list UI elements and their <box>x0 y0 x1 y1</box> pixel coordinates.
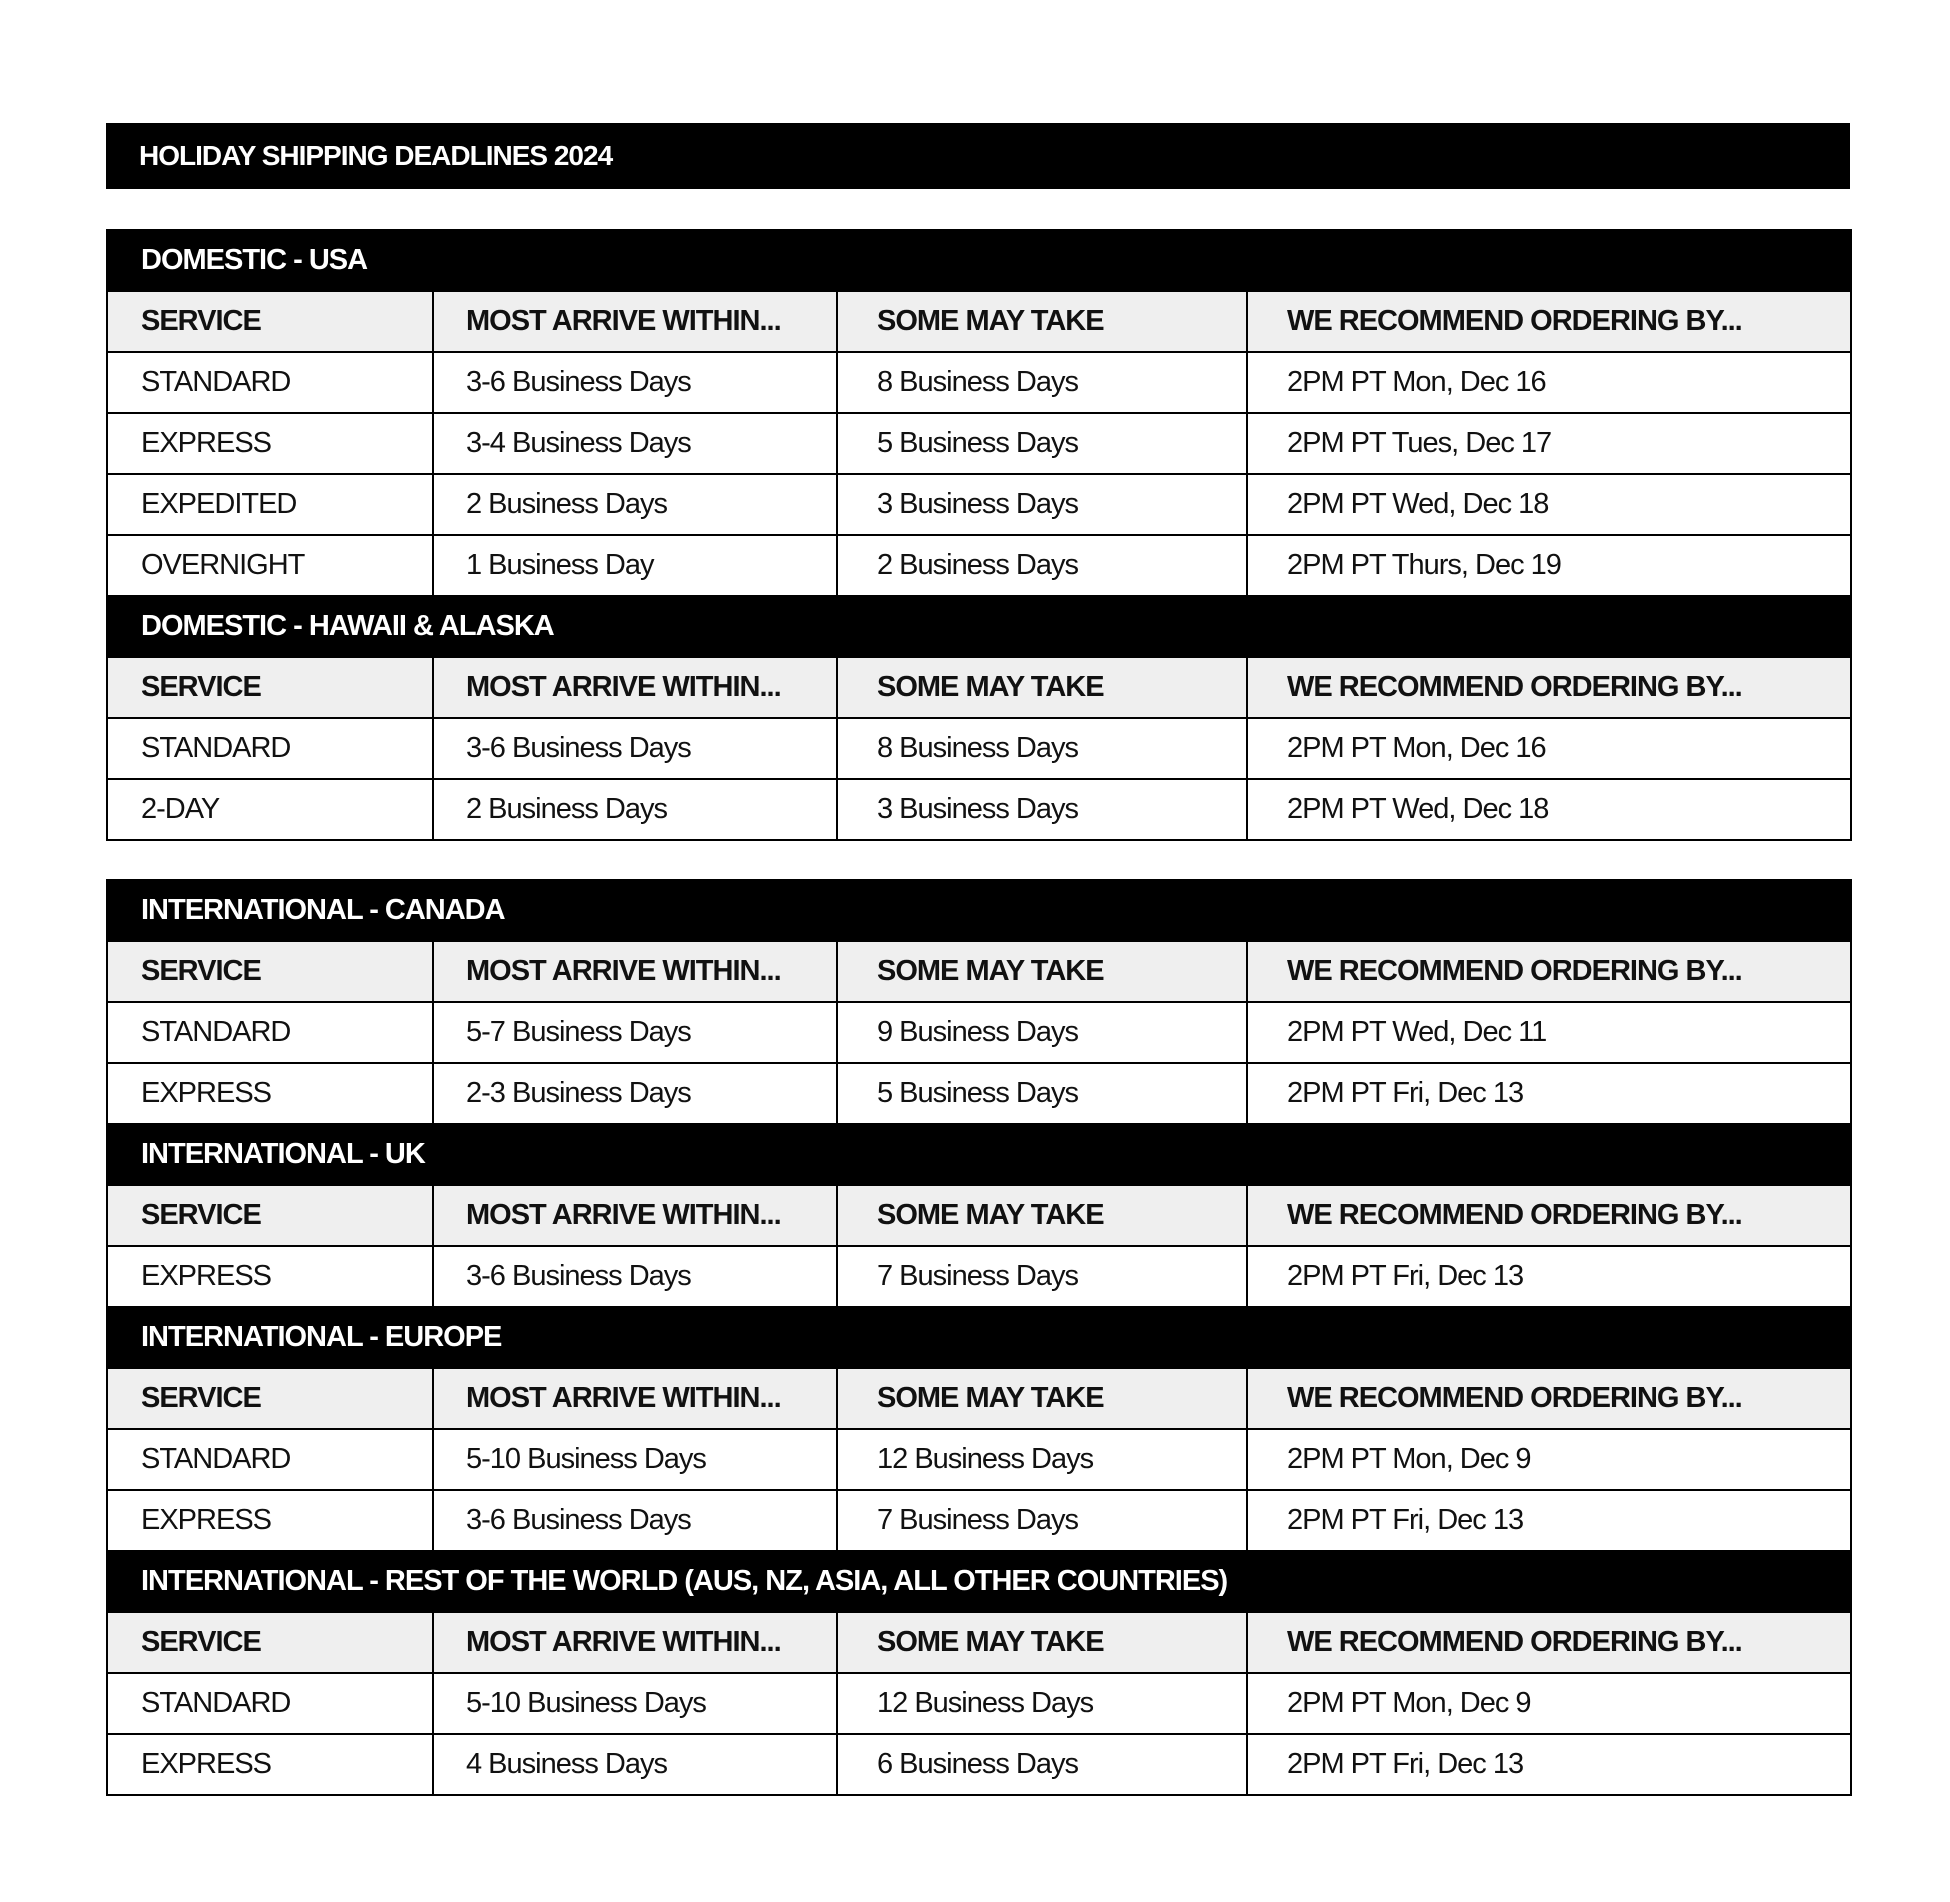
cell-some-may-take: 12 Business Days <box>837 1673 1247 1734</box>
cell-some-may-take: 3 Business Days <box>837 474 1247 535</box>
cell-recommend-ordering-by: 2PM PT Tues, Dec 17 <box>1247 413 1851 474</box>
cell-recommend-ordering-by: 2PM PT Thurs, Dec 19 <box>1247 535 1851 596</box>
cell-service: EXPRESS <box>107 413 433 474</box>
column-header-recommend-ordering-by: WE RECOMMEND ORDERING BY... <box>1247 1368 1851 1429</box>
column-header-most-arrive-within: MOST ARRIVE WITHIN... <box>433 291 837 352</box>
column-header-row <box>107 941 1851 1002</box>
cell-most-arrive-within: 3-6 Business Days <box>433 1246 837 1307</box>
cell-some-may-take: 3 Business Days <box>837 779 1247 840</box>
column-header-most-arrive-within: MOST ARRIVE WITHIN... <box>433 1612 837 1673</box>
cell-most-arrive-within: 2 Business Days <box>433 474 837 535</box>
cell-recommend-ordering-by: 2PM PT Fri, Dec 13 <box>1247 1734 1851 1795</box>
cell-service: STANDARD <box>107 352 433 413</box>
column-header-row <box>107 1185 1851 1246</box>
column-header-service: SERVICE <box>107 1185 433 1246</box>
tables-container <box>106 229 1850 1796</box>
cell-recommend-ordering-by: 2PM PT Fri, Dec 13 <box>1247 1063 1851 1124</box>
cell-recommend-ordering-by: 2PM PT Mon, Dec 9 <box>1247 1673 1851 1734</box>
region-header-row <box>107 230 1851 291</box>
cell-service: OVERNIGHT <box>107 535 433 596</box>
shipping-table <box>106 229 1852 841</box>
shipping-table <box>106 879 1852 1796</box>
column-header-service: SERVICE <box>107 657 433 718</box>
table-row <box>107 1063 1851 1124</box>
cell-recommend-ordering-by: 2PM PT Fri, Dec 13 <box>1247 1246 1851 1307</box>
cell-service: EXPEDITED <box>107 474 433 535</box>
cell-most-arrive-within: 5-10 Business Days <box>433 1429 837 1490</box>
cell-service: EXPRESS <box>107 1246 433 1307</box>
cell-most-arrive-within: 5-10 Business Days <box>433 1673 837 1734</box>
cell-some-may-take: 7 Business Days <box>837 1490 1247 1551</box>
cell-recommend-ordering-by: 2PM PT Wed, Dec 11 <box>1247 1002 1851 1063</box>
table-row <box>107 1490 1851 1551</box>
cell-service: STANDARD <box>107 718 433 779</box>
cell-service: STANDARD <box>107 1673 433 1734</box>
table-row <box>107 1002 1851 1063</box>
column-header-some-may-take: SOME MAY TAKE <box>837 941 1247 1002</box>
table-row <box>107 1673 1851 1734</box>
column-header-recommend-ordering-by: WE RECOMMEND ORDERING BY... <box>1247 1185 1851 1246</box>
cell-some-may-take: 5 Business Days <box>837 413 1247 474</box>
cell-some-may-take: 6 Business Days <box>837 1734 1247 1795</box>
column-header-recommend-ordering-by: WE RECOMMEND ORDERING BY... <box>1247 291 1851 352</box>
region-title: INTERNATIONAL - CANADA <box>107 880 1851 941</box>
cell-most-arrive-within: 5-7 Business Days <box>433 1002 837 1063</box>
cell-some-may-take: 2 Business Days <box>837 535 1247 596</box>
cell-service: 2-DAY <box>107 779 433 840</box>
cell-recommend-ordering-by: 2PM PT Fri, Dec 13 <box>1247 1490 1851 1551</box>
column-header-service: SERVICE <box>107 941 433 1002</box>
column-header-some-may-take: SOME MAY TAKE <box>837 1368 1247 1429</box>
column-header-most-arrive-within: MOST ARRIVE WITHIN... <box>433 657 837 718</box>
region-title: INTERNATIONAL - EUROPE <box>107 1307 1851 1368</box>
table-row <box>107 1246 1851 1307</box>
column-header-row <box>107 1368 1851 1429</box>
cell-service: STANDARD <box>107 1002 433 1063</box>
region-header-row <box>107 880 1851 941</box>
cell-most-arrive-within: 3-6 Business Days <box>433 352 837 413</box>
cell-some-may-take: 9 Business Days <box>837 1002 1247 1063</box>
column-header-most-arrive-within: MOST ARRIVE WITHIN... <box>433 1368 837 1429</box>
cell-recommend-ordering-by: 2PM PT Mon, Dec 16 <box>1247 352 1851 413</box>
cell-some-may-take: 5 Business Days <box>837 1063 1247 1124</box>
cell-most-arrive-within: 2-3 Business Days <box>433 1063 837 1124</box>
column-header-row <box>107 1612 1851 1673</box>
cell-most-arrive-within: 3-6 Business Days <box>433 718 837 779</box>
cell-recommend-ordering-by: 2PM PT Wed, Dec 18 <box>1247 474 1851 535</box>
column-header-recommend-ordering-by: WE RECOMMEND ORDERING BY... <box>1247 941 1851 1002</box>
region-title: INTERNATIONAL - REST OF THE WORLD (AUS, NZ, ASIA, ALL OTHER COUNTRIES) <box>107 1551 1851 1612</box>
region-header-row <box>107 1551 1851 1612</box>
column-header-some-may-take: SOME MAY TAKE <box>837 657 1247 718</box>
table-row <box>107 413 1851 474</box>
column-header-recommend-ordering-by: WE RECOMMEND ORDERING BY... <box>1247 1612 1851 1673</box>
cell-recommend-ordering-by: 2PM PT Mon, Dec 16 <box>1247 718 1851 779</box>
column-header-service: SERVICE <box>107 1368 433 1429</box>
cell-most-arrive-within: 1 Business Day <box>433 535 837 596</box>
column-header-most-arrive-within: MOST ARRIVE WITHIN... <box>433 941 837 1002</box>
table-row <box>107 474 1851 535</box>
page-title: HOLIDAY SHIPPING DEADLINES 2024 <box>106 123 1850 189</box>
cell-recommend-ordering-by: 2PM PT Wed, Dec 18 <box>1247 779 1851 840</box>
cell-some-may-take: 8 Business Days <box>837 352 1247 413</box>
cell-most-arrive-within: 2 Business Days <box>433 779 837 840</box>
column-header-most-arrive-within: MOST ARRIVE WITHIN... <box>433 1185 837 1246</box>
table-row <box>107 1429 1851 1490</box>
table-row <box>107 779 1851 840</box>
cell-recommend-ordering-by: 2PM PT Mon, Dec 9 <box>1247 1429 1851 1490</box>
column-header-service: SERVICE <box>107 291 433 352</box>
table-row <box>107 352 1851 413</box>
region-header-row <box>107 1307 1851 1368</box>
shipping-deadlines-document <box>106 123 1850 1796</box>
cell-service: STANDARD <box>107 1429 433 1490</box>
table-row <box>107 535 1851 596</box>
cell-service: EXPRESS <box>107 1063 433 1124</box>
column-header-row <box>107 291 1851 352</box>
region-title: DOMESTIC - HAWAII & ALASKA <box>107 596 1851 657</box>
column-header-service: SERVICE <box>107 1612 433 1673</box>
cell-most-arrive-within: 4 Business Days <box>433 1734 837 1795</box>
cell-some-may-take: 7 Business Days <box>837 1246 1247 1307</box>
cell-some-may-take: 12 Business Days <box>837 1429 1247 1490</box>
cell-most-arrive-within: 3-6 Business Days <box>433 1490 837 1551</box>
table-row <box>107 718 1851 779</box>
cell-most-arrive-within: 3-4 Business Days <box>433 413 837 474</box>
region-title: DOMESTIC - USA <box>107 230 1851 291</box>
cell-some-may-take: 8 Business Days <box>837 718 1247 779</box>
cell-service: EXPRESS <box>107 1734 433 1795</box>
column-header-some-may-take: SOME MAY TAKE <box>837 1185 1247 1246</box>
region-header-row <box>107 1124 1851 1185</box>
column-header-some-may-take: SOME MAY TAKE <box>837 1612 1247 1673</box>
column-header-some-may-take: SOME MAY TAKE <box>837 291 1247 352</box>
region-title: INTERNATIONAL - UK <box>107 1124 1851 1185</box>
column-header-row <box>107 657 1851 718</box>
cell-service: EXPRESS <box>107 1490 433 1551</box>
column-header-recommend-ordering-by: WE RECOMMEND ORDERING BY... <box>1247 657 1851 718</box>
region-header-row <box>107 596 1851 657</box>
table-row <box>107 1734 1851 1795</box>
